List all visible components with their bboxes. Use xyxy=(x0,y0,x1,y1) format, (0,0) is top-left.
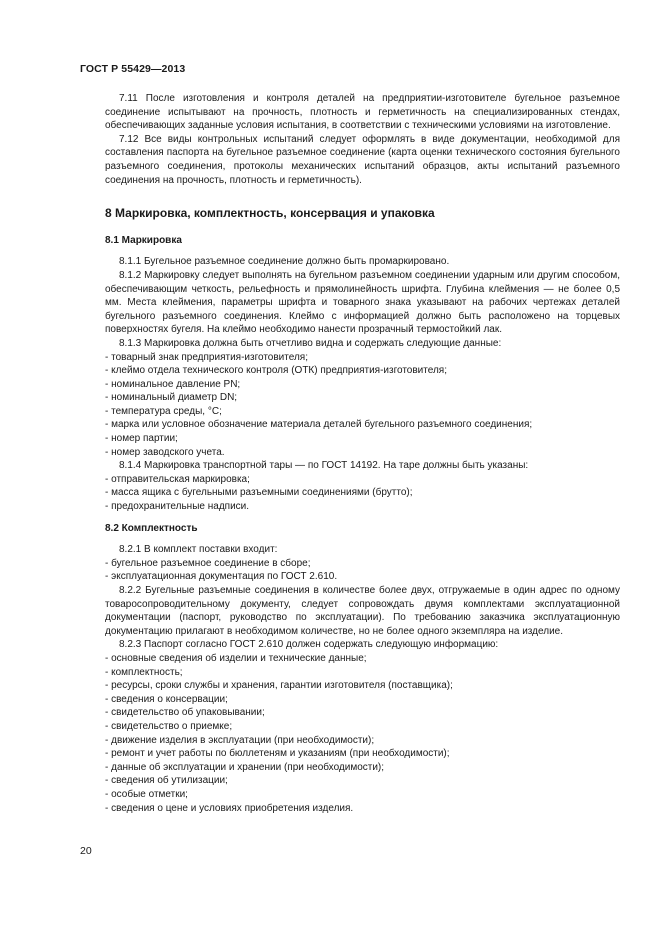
section-8-heading: 8 Маркировка, комплектность, консервация и упаковка xyxy=(105,206,435,221)
section-8-2-heading: 8.2 Комплектность xyxy=(105,522,198,534)
list-item: - номинальное давление PN; xyxy=(105,378,241,390)
list-8-2-1 xyxy=(105,557,620,584)
list-item: - комплектность; xyxy=(105,666,183,678)
list-8-1-3 xyxy=(105,351,620,460)
list-item: - сведения об утилизации; xyxy=(105,775,228,787)
paragraph-8-1-3: 8.1.3 Маркировка должна быть отчетливо видна и содержать следующие данные: xyxy=(119,337,502,349)
list-item: - отправительская маркировка; xyxy=(105,473,250,485)
page-body xyxy=(105,92,620,815)
paragraph-8-1-2: 8.1.2 Маркировку следует выполнять на бугельном разъемном соединении ударным или другим способом, обеспечивающим четкость, рельефность и прямолинейность шрифта. Глубина клеймения — не более 0,5 мм. Места клеймения, параметры шрифта и товарного знака указывают на рабочих чертежах деталей бугельного разъемного соединения. Клеймо с информацией должно быть расположено на торцевых поверхностях бугеля. На клеймо необходимо нанести прозрачный термостойкий лак. xyxy=(105,269,620,336)
page-number: 20 xyxy=(80,845,92,857)
list-item: - товарный знак предприятия-изготовителя; xyxy=(105,351,308,363)
list-item: - бугельное разъемное соединение в сборе; xyxy=(105,557,311,569)
list-item: - ресурсы, сроки службы и хранения, гарантии изготовителя (поставщика); xyxy=(105,680,453,692)
list-item: - данные об эксплуатации и хранении (при необходимости); xyxy=(105,761,385,773)
list-item: - движение изделия в эксплуатации (при необходимости); xyxy=(105,734,375,746)
paragraph-8-2-2: 8.2.2 Бугельные разъемные соединения в количестве более двух, отгружаемые в один адрес по одному товаросопроводительному документу, следует сопровождать двумя комплектами эксплуатационной документации (паспорт, руководство по эксплуатации). По требованию заказчика эксплуатационную документацию прилагают в необходимом количестве, но не более одного экземпляра на изделие. xyxy=(105,585,620,637)
list-item: - температура среды, °C; xyxy=(105,405,222,417)
list-8-2-3 xyxy=(105,652,620,815)
list-item: - эксплуатационная документация по ГОСТ 2.610. xyxy=(105,571,338,583)
list-item: - марка или условное обозначение материала деталей бугельного разъемного соединения; xyxy=(105,419,533,431)
list-item: - масса ящика с бугельными разъемными соединениями (брутто); xyxy=(105,487,413,499)
list-item: - особые отметки; xyxy=(105,788,188,800)
list-item: - номер заводского учета. xyxy=(105,446,225,458)
section-8-1-heading: 8.1 Маркировка xyxy=(105,234,182,246)
list-item: - основные сведения об изделии и технические данные; xyxy=(105,652,367,664)
document-header: ГОСТ Р 55429—2013 xyxy=(80,63,186,75)
paragraph-7-11: 7.11 После изготовления и контроля деталей на предприятии-изготовителе бугельное разъемное соединение испытывают на прочность, плотность и герметичность на специализированных стендах, обеспечивающих заданные условия испытания, в соответствии с техническими условиями на изготовление. xyxy=(105,93,620,132)
list-item: - сведения о цене и условиях приобретения изделия. xyxy=(105,802,354,814)
list-item: - клеймо отдела технического контроля (ОТК) предприятия-изготовителя; xyxy=(105,365,447,377)
list-item: - свидетельство об упаковывании; xyxy=(105,707,265,719)
paragraph-7-12: 7.12 Все виды контрольных испытаний следует оформлять в виде документации, необходимой для составления паспорта на бугельное разъемное соединение (карта оценки технического состояния бугельного разъемного соединения, протоколы механических испытаний образцов, акты испытаний разъемного соединения на прочность, плотность и герметичность). xyxy=(105,133,620,186)
list-item: - ремонт и учет работы по бюллетеням и указаниям (при необходимости); xyxy=(105,748,450,760)
list-item: - предохранительные надписи. xyxy=(105,501,250,513)
paragraph-8-1-4: 8.1.4 Маркировка транспортной тары — по ГОСТ 14192. На таре должны быть указаны: xyxy=(119,460,529,472)
paragraph-8-1-1: 8.1.1 Бугельное разъемное соединение должно быть промаркировано. xyxy=(119,256,450,268)
list-8-1-4 xyxy=(105,473,620,514)
paragraph-8-2-3: 8.2.3 Паспорт согласно ГОСТ 2.610 должен содержать следующую информацию: xyxy=(119,639,499,651)
list-item: - номер партии; xyxy=(105,433,178,445)
list-item: - номинальный диаметр DN; xyxy=(105,392,238,404)
list-item: - сведения о консервации; xyxy=(105,693,228,705)
paragraph-8-2-1: 8.2.1 В комплект поставки входит: xyxy=(119,544,278,556)
list-item: - свидетельство о приемке; xyxy=(105,720,233,732)
